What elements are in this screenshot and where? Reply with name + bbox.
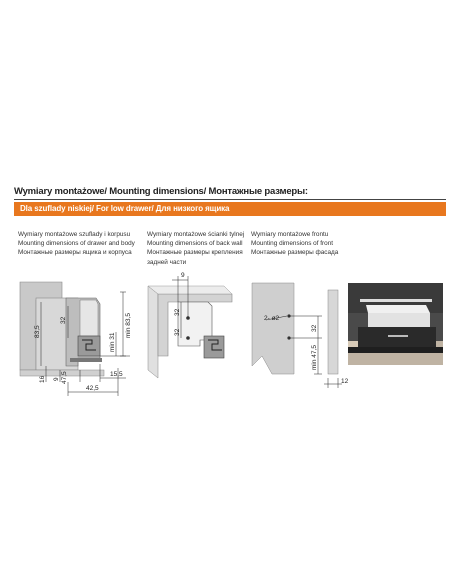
drawer-photo-icon — [348, 283, 443, 365]
dim-42-5: 42,5 — [86, 385, 99, 392]
dim-32-lower: 32 — [174, 328, 181, 336]
caption-line: Wymiary montażowe ścianki tylnej — [147, 231, 245, 238]
caption-line: Монтажные размеры крепления — [147, 249, 243, 257]
dim-12: 12 — [341, 378, 349, 385]
drawing-back-wall — [148, 272, 232, 378]
caption-line: Wymiary montażowe frontu — [251, 231, 329, 238]
dim-16: 16 — [39, 375, 46, 383]
drawing-drawer-body — [20, 282, 132, 396]
caption-line: Монтажные размеры фасада — [251, 249, 339, 257]
dim-min-31: min 31 — [109, 332, 116, 352]
caption-line: задней части — [147, 258, 187, 266]
dim-83-5: 83,5 — [34, 325, 41, 338]
section-band-label: Dla szuflady niskiej/ For low drawer/ Для низкого ящика — [20, 204, 230, 213]
dim-32: 32 — [174, 308, 181, 316]
dim-32: 32 — [311, 324, 318, 332]
dim-15-5: 15,5 — [110, 371, 123, 378]
dim-32: 32 — [60, 316, 67, 324]
dim-min-83-5: min 83,5 — [125, 313, 132, 338]
dim-hole-diameter: 2- ø2 — [264, 315, 280, 322]
caption-line: Mounting dimensions of back wall — [147, 240, 243, 248]
drawing-front — [252, 283, 349, 388]
drawer-photo — [348, 283, 443, 365]
caption-line: Mounting dimensions of front — [251, 240, 334, 248]
page-title: Wymiary montażowe/ Mounting dimensions/ Монтажные размеры: — [14, 186, 308, 197]
caption-line: Mounting dimensions of drawer and body — [18, 240, 135, 248]
dim-9: 9 — [53, 377, 60, 381]
caption-line: Монтажные размеры ящика и корпуса — [18, 249, 132, 257]
dim-9: 9 — [181, 272, 185, 279]
dim-min-47-5: min 47,5 — [311, 345, 318, 370]
caption-line: Wymiary montażowe szuflady i korpusu — [18, 231, 131, 238]
dim-47-5: 47,5 — [61, 371, 68, 384]
